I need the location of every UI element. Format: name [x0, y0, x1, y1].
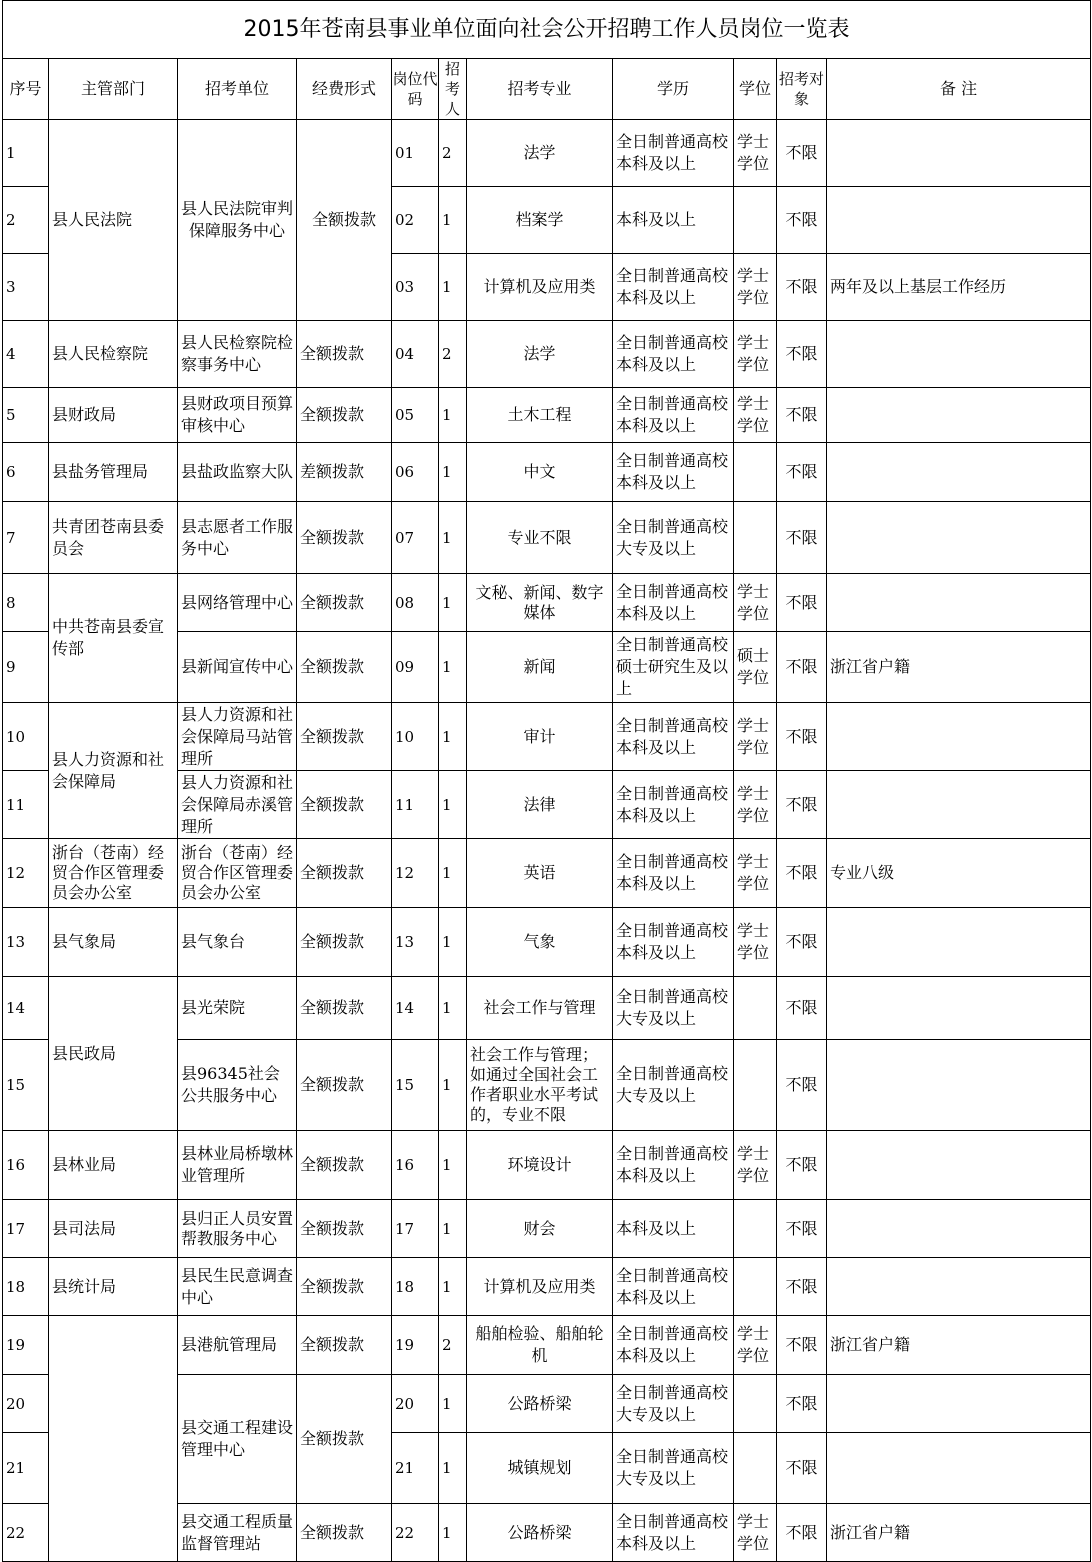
- cell-note: [827, 443, 1091, 502]
- cell-dept: 县司法局: [49, 1200, 178, 1258]
- cell-count: 1: [439, 1433, 467, 1504]
- cell-dept: 县盐务管理局: [49, 443, 178, 502]
- cell-count: 1: [439, 388, 467, 443]
- cell-major: 气象: [467, 908, 613, 977]
- cell-seq: 12: [3, 839, 49, 908]
- cell-note: [827, 1040, 1091, 1131]
- cell-seq: 20: [3, 1375, 49, 1433]
- cell-note: 浙江省户籍: [827, 1316, 1091, 1375]
- cell-target: 不限: [777, 703, 827, 771]
- cell-dept: 县人力资源和社会保障局: [49, 703, 178, 839]
- cell-edu: 全日制普通高校本科及以上: [613, 839, 734, 908]
- cell-note: [827, 1258, 1091, 1316]
- cell-count: 1: [439, 1040, 467, 1131]
- cell-note: 两年及以上基层工作经历: [827, 254, 1091, 321]
- cell-target: 不限: [777, 1504, 827, 1562]
- cell-major: 财会: [467, 1200, 613, 1258]
- cell-target: 不限: [777, 321, 827, 388]
- cell-edu: 全日制普通高校本科及以上: [613, 1258, 734, 1316]
- cell-code: 09: [392, 632, 439, 703]
- header-degree: 学位: [734, 59, 777, 120]
- cell-funding: 全额拨款: [297, 1316, 392, 1375]
- cell-dept: 共青团苍南县委员会: [49, 502, 178, 574]
- table-row: [3, 120, 1091, 187]
- cell-unit: 县96345社会公共服务中心: [178, 1040, 297, 1131]
- cell-code: 08: [392, 574, 439, 632]
- cell-count: 1: [439, 977, 467, 1040]
- cell-target: 不限: [777, 632, 827, 703]
- cell-major: 英语: [467, 839, 613, 908]
- cell-count: 1: [439, 1258, 467, 1316]
- cell-unit: 浙台（苍南）经贸合作区管理委员会办公室: [178, 839, 297, 908]
- cell-dept: 县人民检察院: [49, 321, 178, 388]
- cell-seq: 22: [3, 1504, 49, 1562]
- header-code: 岗位代码: [392, 59, 439, 120]
- cell-degree: 学士学位: [734, 1131, 777, 1200]
- cell-funding: 全额拨款: [297, 1504, 392, 1562]
- cell-edu: 全日制普通高校硕士研究生及以上: [613, 632, 734, 703]
- cell-dept-empty: [49, 1316, 178, 1562]
- cell-count: 1: [439, 632, 467, 703]
- cell-dept: 县统计局: [49, 1258, 178, 1316]
- cell-seq: 17: [3, 1200, 49, 1258]
- cell-count: 2: [439, 120, 467, 187]
- cell-unit: 县光荣院: [178, 977, 297, 1040]
- cell-edu: 全日制普通高校本科及以上: [613, 574, 734, 632]
- cell-code: 17: [392, 1200, 439, 1258]
- cell-target: 不限: [777, 574, 827, 632]
- cell-major: 中文: [467, 443, 613, 502]
- cell-seq: 13: [3, 908, 49, 977]
- cell-unit: 县志愿者工作服务中心: [178, 502, 297, 574]
- cell-major: 新闻: [467, 632, 613, 703]
- cell-dept: 县民政局: [49, 977, 178, 1131]
- cell-count: 1: [439, 703, 467, 771]
- header-target: 招考对象: [777, 59, 827, 120]
- cell-degree: [734, 502, 777, 574]
- cell-note: [827, 574, 1091, 632]
- cell-target: 不限: [777, 254, 827, 321]
- cell-major: 专业不限: [467, 502, 613, 574]
- cell-target: 不限: [777, 1316, 827, 1375]
- cell-seq: 16: [3, 1131, 49, 1200]
- cell-funding: 全额拨款: [297, 1375, 392, 1504]
- cell-code: 13: [392, 908, 439, 977]
- cell-target: 不限: [777, 1200, 827, 1258]
- cell-target: 不限: [777, 1375, 827, 1433]
- cell-count: 1: [439, 771, 467, 839]
- cell-unit: 县归正人员安置帮教服务中心: [178, 1200, 297, 1258]
- cell-major: 法学: [467, 321, 613, 388]
- cell-dept: 县林业局: [49, 1131, 178, 1200]
- cell-unit: 县气象台: [178, 908, 297, 977]
- cell-seq: 10: [3, 703, 49, 771]
- cell-funding: 全额拨款: [297, 908, 392, 977]
- cell-major: 社会工作与管理: [467, 977, 613, 1040]
- cell-degree: [734, 1040, 777, 1131]
- cell-edu: 全日制普通高校本科及以上: [613, 1131, 734, 1200]
- cell-target: 不限: [777, 502, 827, 574]
- cell-degree: 学士学位: [734, 388, 777, 443]
- table-row: [3, 574, 1091, 632]
- cell-funding: 全额拨款: [297, 1131, 392, 1200]
- cell-note: [827, 321, 1091, 388]
- cell-edu: 全日制普通高校本科及以上: [613, 254, 734, 321]
- cell-target: 不限: [777, 388, 827, 443]
- cell-seq: 7: [3, 502, 49, 574]
- cell-edu: 全日制普通高校大专及以上: [613, 1375, 734, 1433]
- cell-note: 专业八级: [827, 839, 1091, 908]
- cell-note: [827, 502, 1091, 574]
- cell-code: 20: [392, 1375, 439, 1433]
- cell-edu: 全日制普通高校大专及以上: [613, 502, 734, 574]
- cell-dept: 中共苍南县委宣传部: [49, 574, 178, 703]
- cell-code: 05: [392, 388, 439, 443]
- cell-note: [827, 1200, 1091, 1258]
- cell-funding: 全额拨款: [297, 703, 392, 771]
- cell-edu: 全日制普通高校本科及以上: [613, 771, 734, 839]
- cell-degree: [734, 187, 777, 254]
- cell-major: 档案学: [467, 187, 613, 254]
- cell-seq: 19: [3, 1316, 49, 1375]
- cell-funding: 全额拨款: [297, 771, 392, 839]
- cell-major: 城镇规划: [467, 1433, 613, 1504]
- header-unit: 招考单位: [178, 59, 297, 120]
- cell-count: 2: [439, 321, 467, 388]
- cell-note: [827, 388, 1091, 443]
- cell-count: 1: [439, 574, 467, 632]
- cell-seq: 8: [3, 574, 49, 632]
- header-count: 招考人: [439, 59, 467, 120]
- cell-edu: 全日制普通高校本科及以上: [613, 1316, 734, 1375]
- cell-degree: 学士学位: [734, 321, 777, 388]
- cell-funding: 全额拨款: [297, 1200, 392, 1258]
- cell-major: 环境设计: [467, 1131, 613, 1200]
- cell-major: 公路桥梁: [467, 1504, 613, 1562]
- cell-major: 审计: [467, 703, 613, 771]
- cell-code: 15: [392, 1040, 439, 1131]
- cell-seq: 6: [3, 443, 49, 502]
- cell-edu: 全日制普通高校大专及以上: [613, 1433, 734, 1504]
- cell-code: 14: [392, 977, 439, 1040]
- cell-target: 不限: [777, 839, 827, 908]
- cell-note: [827, 1433, 1091, 1504]
- cell-target: 不限: [777, 187, 827, 254]
- cell-major: 文秘、新闻、数字媒体: [467, 574, 613, 632]
- cell-major: 计算机及应用类: [467, 254, 613, 321]
- cell-dept: 县人民法院: [49, 120, 178, 321]
- cell-funding: 全额拨款: [297, 632, 392, 703]
- cell-unit: 县人民检察院检察事务中心: [178, 321, 297, 388]
- header-note: 备 注: [827, 59, 1091, 120]
- cell-note: [827, 1131, 1091, 1200]
- cell-target: 不限: [777, 443, 827, 502]
- cell-major: 法律: [467, 771, 613, 839]
- cell-note: [827, 908, 1091, 977]
- cell-seq: 21: [3, 1433, 49, 1504]
- cell-funding: 全额拨款: [297, 321, 392, 388]
- cell-count: 1: [439, 254, 467, 321]
- table-row: [3, 443, 1091, 502]
- cell-target: 不限: [777, 1258, 827, 1316]
- cell-target: 不限: [777, 977, 827, 1040]
- cell-funding: 差额拨款: [297, 443, 392, 502]
- cell-unit: 县财政项目预算审核中心: [178, 388, 297, 443]
- cell-code: 10: [392, 703, 439, 771]
- cell-note: [827, 977, 1091, 1040]
- cell-edu: 本科及以上: [613, 1200, 734, 1258]
- cell-code: 07: [392, 502, 439, 574]
- cell-target: 不限: [777, 908, 827, 977]
- cell-major: 公路桥梁: [467, 1375, 613, 1433]
- cell-note: [827, 1375, 1091, 1433]
- cell-major: 法学: [467, 120, 613, 187]
- cell-count: 1: [439, 908, 467, 977]
- cell-edu: 全日制普通高校大专及以上: [613, 1040, 734, 1131]
- cell-edu: 全日制普通高校本科及以上: [613, 120, 734, 187]
- cell-degree: [734, 1375, 777, 1433]
- cell-note: 浙江省户籍: [827, 632, 1091, 703]
- cell-code: 11: [392, 771, 439, 839]
- cell-degree: 硕士学位: [734, 632, 777, 703]
- table-row: [3, 321, 1091, 388]
- cell-degree: [734, 443, 777, 502]
- cell-code: 16: [392, 1131, 439, 1200]
- cell-degree: [734, 1200, 777, 1258]
- page-title: 2015年苍南县事业单位面向社会公开招聘工作人员岗位一览表: [3, 1, 1091, 59]
- cell-code: 21: [392, 1433, 439, 1504]
- cell-unit: 县人民法院审判保障服务中心: [178, 120, 297, 321]
- cell-major: 船舶检验、船舶轮机: [467, 1316, 613, 1375]
- cell-note: [827, 120, 1091, 187]
- cell-funding: 全额拨款: [297, 574, 392, 632]
- cell-degree: [734, 977, 777, 1040]
- cell-dept: 浙台（苍南）经贸合作区管理委员会办公室: [49, 839, 178, 908]
- cell-seq: 2: [3, 187, 49, 254]
- cell-count: 1: [439, 1200, 467, 1258]
- cell-edu: 全日制普通高校大专及以上: [613, 977, 734, 1040]
- cell-edu: 全日制普通高校本科及以上: [613, 388, 734, 443]
- cell-note: 浙江省户籍: [827, 1504, 1091, 1562]
- cell-note: [827, 187, 1091, 254]
- cell-code: 04: [392, 321, 439, 388]
- cell-major: 土木工程: [467, 388, 613, 443]
- cell-count: 1: [439, 1504, 467, 1562]
- cell-major: 社会工作与管理；如通过全国社会工作者职业水平考试的，专业不限: [467, 1040, 613, 1131]
- cell-funding: 全额拨款: [297, 388, 392, 443]
- table-row: [3, 1258, 1091, 1316]
- cell-funding: 全额拨款: [297, 977, 392, 1040]
- cell-edu: 全日制普通高校本科及以上: [613, 443, 734, 502]
- table-row: [3, 839, 1091, 908]
- cell-target: 不限: [777, 1040, 827, 1131]
- cell-unit: 县交通工程质量监督管理站: [178, 1504, 297, 1562]
- cell-edu: 全日制普通高校本科及以上: [613, 703, 734, 771]
- cell-seq: 14: [3, 977, 49, 1040]
- cell-unit: 县人力资源和社会保障局马站管理所: [178, 703, 297, 771]
- cell-code: 02: [392, 187, 439, 254]
- cell-unit: 县民生民意调查中心: [178, 1258, 297, 1316]
- cell-count: 2: [439, 1316, 467, 1375]
- cell-count: 1: [439, 502, 467, 574]
- cell-unit: 县网络管理中心: [178, 574, 297, 632]
- cell-seq: 11: [3, 771, 49, 839]
- cell-target: 不限: [777, 1131, 827, 1200]
- cell-seq: 15: [3, 1040, 49, 1131]
- table-row: [3, 1131, 1091, 1200]
- cell-unit: 县港航管理局: [178, 1316, 297, 1375]
- cell-code: 03: [392, 254, 439, 321]
- cell-code: 12: [392, 839, 439, 908]
- cell-code: 18: [392, 1258, 439, 1316]
- header-dept: 主管部门: [49, 59, 178, 120]
- header-funding: 经费形式: [297, 59, 392, 120]
- cell-note: [827, 703, 1091, 771]
- cell-unit: 县新闻宣传中心: [178, 632, 297, 703]
- cell-funding: 全额拨款: [297, 1258, 392, 1316]
- cell-count: 1: [439, 1131, 467, 1200]
- cell-degree: [734, 1258, 777, 1316]
- cell-edu: 全日制普通高校本科及以上: [613, 321, 734, 388]
- cell-degree: 学士学位: [734, 254, 777, 321]
- cell-count: 1: [439, 1375, 467, 1433]
- cell-code: 06: [392, 443, 439, 502]
- header-edu: 学历: [613, 59, 734, 120]
- table-row: [3, 502, 1091, 574]
- cell-unit: 县盐政监察大队: [178, 443, 297, 502]
- table-row: [3, 1200, 1091, 1258]
- cell-count: 1: [439, 839, 467, 908]
- cell-note: [827, 771, 1091, 839]
- cell-seq: 9: [3, 632, 49, 703]
- table-row: [3, 977, 1091, 1040]
- cell-major: 计算机及应用类: [467, 1258, 613, 1316]
- cell-degree: 学士学位: [734, 771, 777, 839]
- table-row: [3, 703, 1091, 771]
- header-major: 招考专业: [467, 59, 613, 120]
- cell-code: 22: [392, 1504, 439, 1562]
- cell-funding: 全额拨款: [297, 502, 392, 574]
- cell-target: 不限: [777, 1433, 827, 1504]
- cell-degree: [734, 1433, 777, 1504]
- cell-degree: 学士学位: [734, 839, 777, 908]
- cell-seq: 18: [3, 1258, 49, 1316]
- cell-edu: 本科及以上: [613, 187, 734, 254]
- cell-target: 不限: [777, 771, 827, 839]
- cell-seq: 5: [3, 388, 49, 443]
- cell-degree: 学士学位: [734, 1316, 777, 1375]
- table-row: [3, 908, 1091, 977]
- cell-seq: 3: [3, 254, 49, 321]
- cell-degree: 学士学位: [734, 120, 777, 187]
- header-seq: 序号: [3, 59, 49, 120]
- cell-edu: 全日制普通高校本科及以上: [613, 908, 734, 977]
- table-row: [3, 1316, 1091, 1375]
- cell-degree: 学士学位: [734, 1504, 777, 1562]
- table-row: [3, 388, 1091, 443]
- cell-dept: 县气象局: [49, 908, 178, 977]
- cell-funding: 全额拨款: [297, 839, 392, 908]
- cell-count: 1: [439, 443, 467, 502]
- cell-unit: 县人力资源和社会保障局赤溪管理所: [178, 771, 297, 839]
- recruitment-table: [2, 0, 1091, 1562]
- cell-unit: 县林业局桥墩林业管理所: [178, 1131, 297, 1200]
- cell-degree: 学士学位: [734, 908, 777, 977]
- cell-code: 01: [392, 120, 439, 187]
- cell-funding: 全额拨款: [297, 1040, 392, 1131]
- cell-seq: 1: [3, 120, 49, 187]
- cell-funding: 全额拨款: [297, 120, 392, 321]
- cell-edu: 全日制普通高校本科及以上: [613, 1504, 734, 1562]
- cell-unit: 县交通工程建设管理中心: [178, 1375, 297, 1504]
- cell-count: 1: [439, 187, 467, 254]
- cell-code: 19: [392, 1316, 439, 1375]
- cell-target: 不限: [777, 120, 827, 187]
- cell-degree: 学士学位: [734, 703, 777, 771]
- cell-dept: 县财政局: [49, 388, 178, 443]
- cell-degree: 学士学位: [734, 574, 777, 632]
- cell-seq: 4: [3, 321, 49, 388]
